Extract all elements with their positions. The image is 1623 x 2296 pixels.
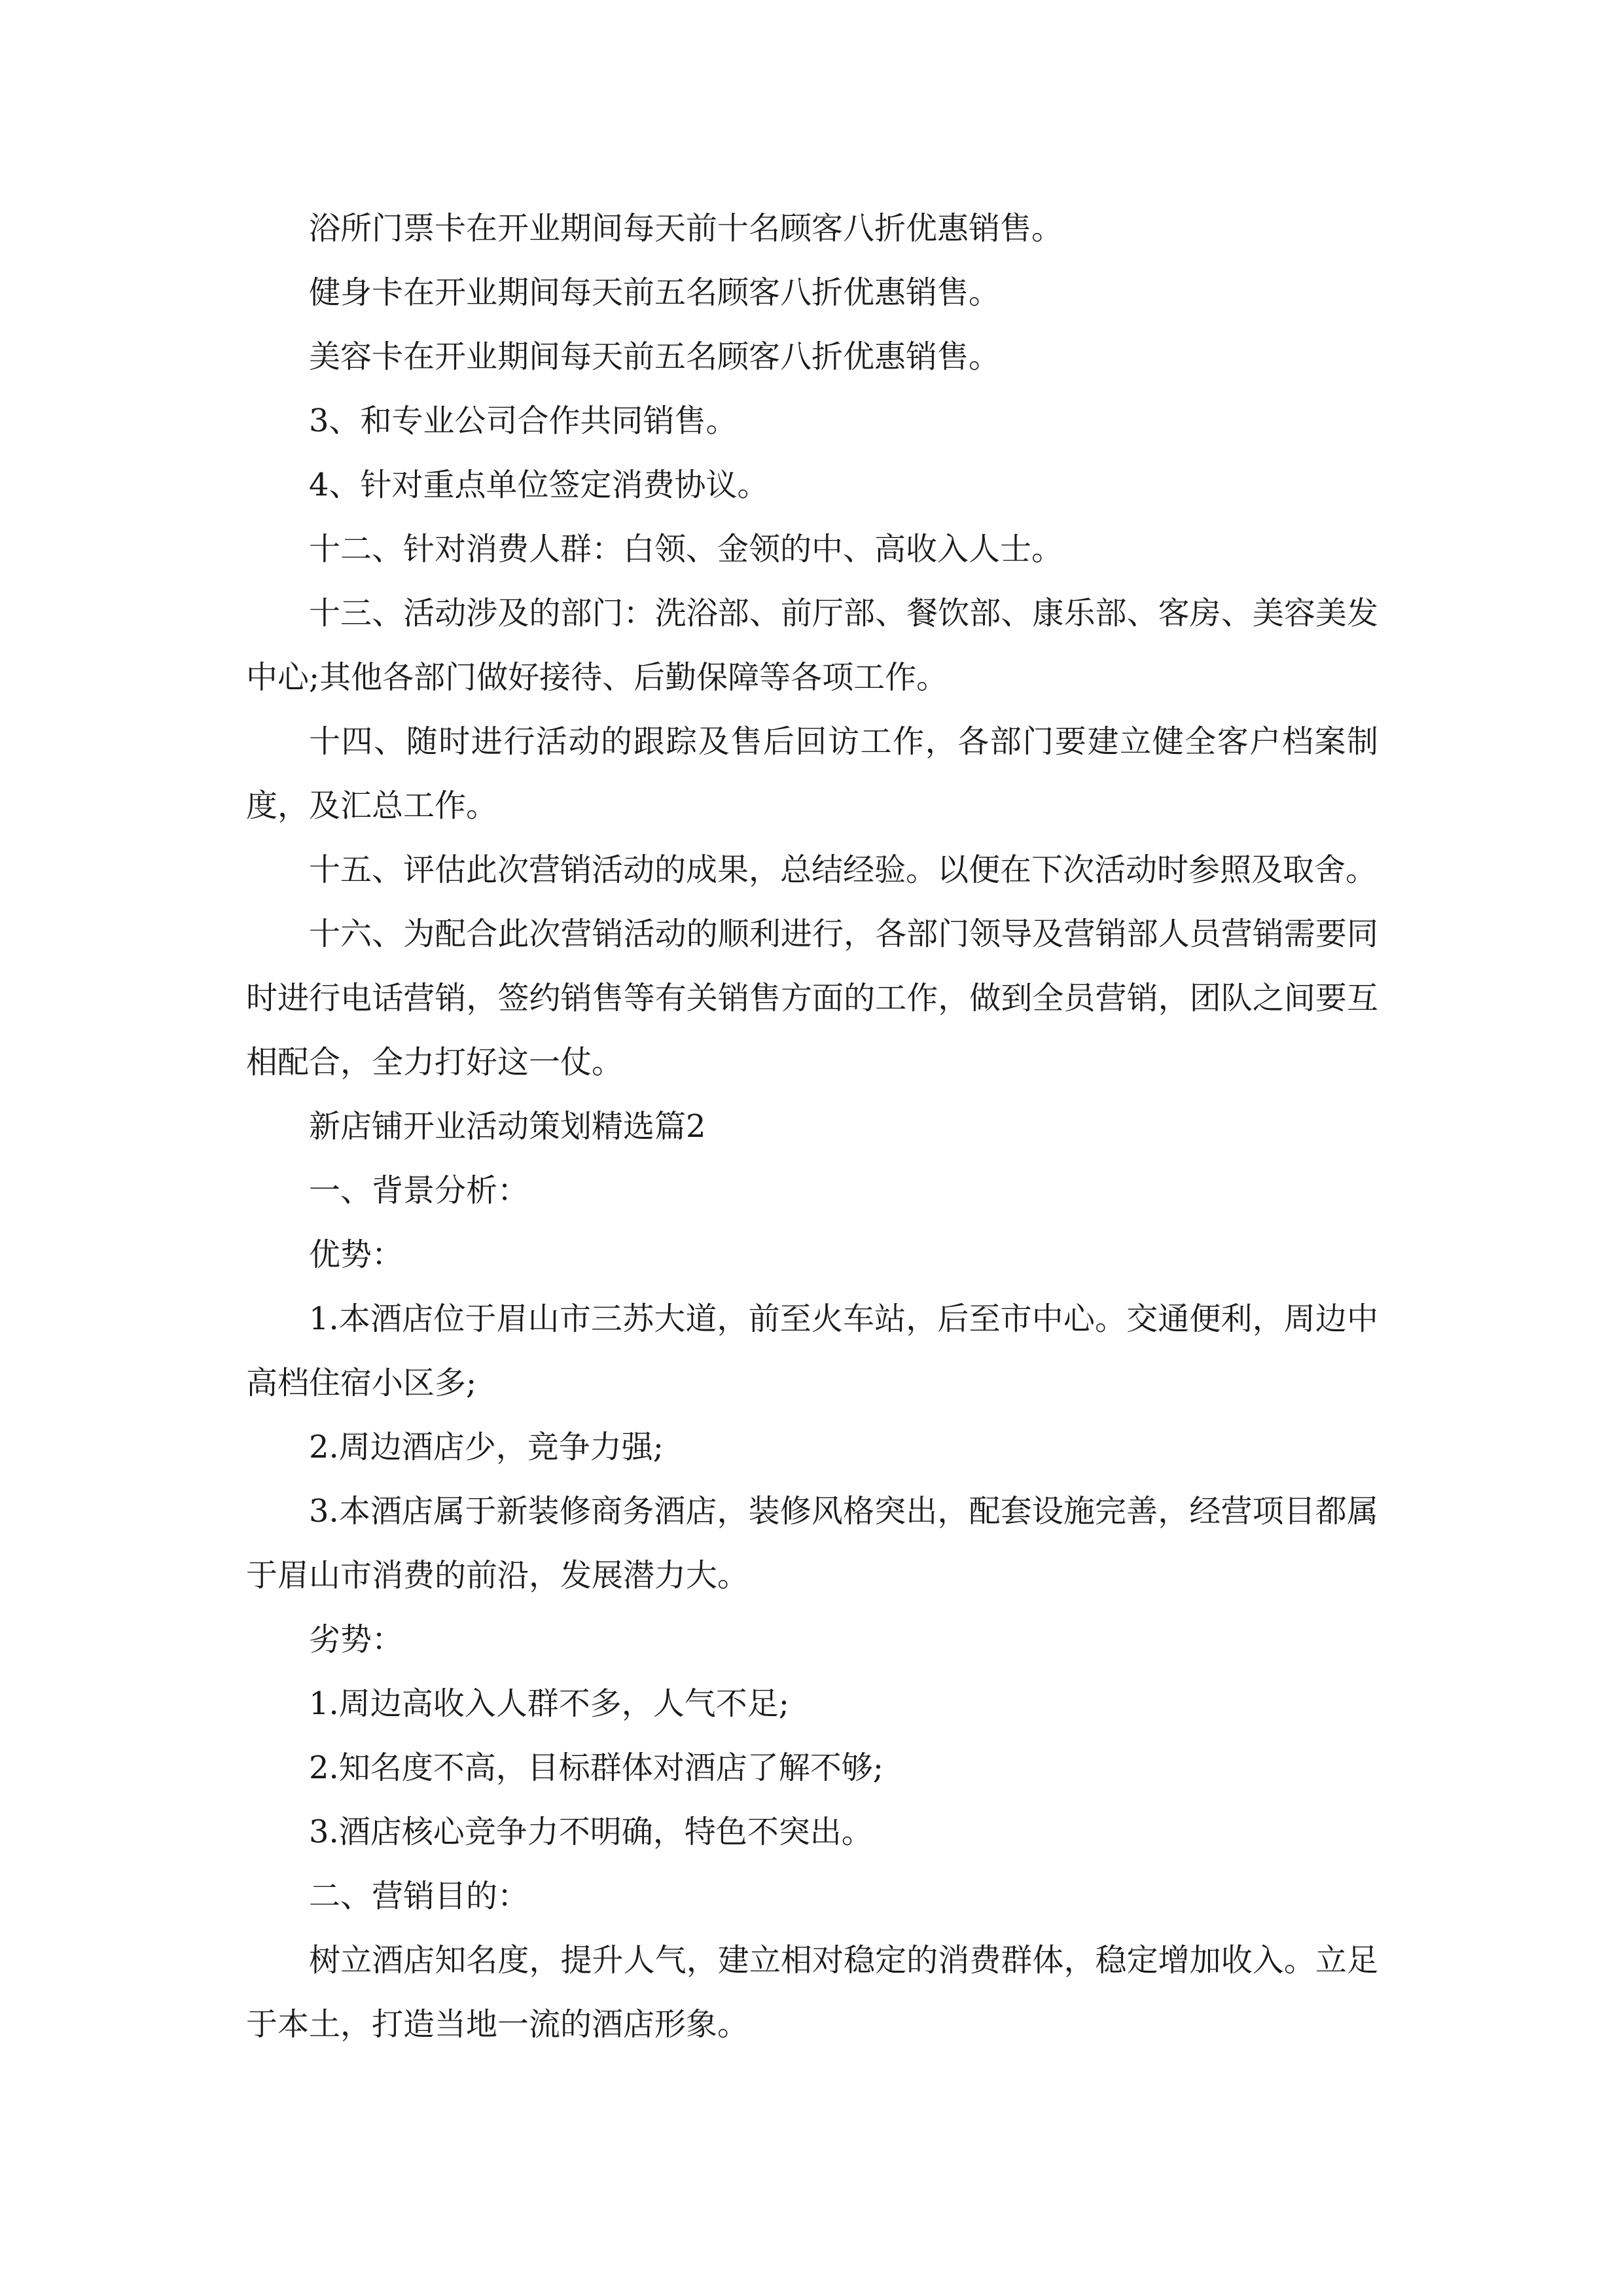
paragraph: 健身卡在开业期间每天前五名顾客八折优惠销售。 [309,274,1001,311]
paragraph: 十五、评估此次营销活动的成果，总结经验。以便在下次活动时参照及取舍。 [309,852,1378,888]
subheading: 劣势： [309,1621,404,1658]
paragraph: 十六、为配合此次营销活动的顺利进行，各部门领导及营销部人员营销需要同时进行电话营销，签约销售等有关销售方面的工作，做到全员营销，团队之间要互相配合，全力打好这一仗。 [246,916,1378,1081]
paragraph: 浴所门票卡在开业期间每天前十名顾客八折优惠销售。 [309,210,1063,247]
subheading: 二、营销目的： [309,1878,529,1914]
subheading: 优势： [309,1236,404,1273]
paragraph: 十四、随时进行活动的跟踪及售后回访工作，各部门要建立健全客户档案制度，及汇总工作。 [246,723,1378,824]
list-item: 3.酒店核心竞争力不明确，特色不突出。 [309,1814,873,1850]
list-item: 2.知名度不高，目标群体对酒店了解不够; [309,1749,883,1786]
paragraph: 美容卡在开业期间每天前五名顾客八折优惠销售。 [309,338,1001,375]
paragraph: 十二、针对消费人群：白领、金领的中、高收入人士。 [309,531,1063,567]
subheading: 一、背景分析： [309,1172,529,1209]
document-body [246,196,1378,2056]
paragraph: 十三、活动涉及的部门：洗浴部、前厅部、餐饮部、康乐部、客房、美容美发中心;其他各部门做好接待、后勤保障等各项工作。 [246,595,1378,696]
list-item: 3.本酒店属于新装修商务酒店，装修风格突出，配套设施完善，经营项目都属于眉山市消费的前沿，发展潜力大。 [246,1493,1378,1594]
list-item: 1.周边高收入人群不多，人气不足; [309,1685,789,1722]
section-heading: 新店铺开业活动策划精选篇2 [309,1108,706,1145]
paragraph: 3、和专业公司合作共同销售。 [309,403,738,439]
paragraph: 树立酒店知名度，提升人气，建立相对稳定的消费群体，稳定增加收入。立足于本土，打造当地一流的酒店形象。 [246,1942,1378,2043]
paragraph: 4、针对重点单位签定消费协议。 [309,467,769,503]
list-item: 1.本酒店位于眉山市三苏大道，前至火车站，后至市中心。交通便利，周边中高档住宿小区多; [246,1300,1378,1401]
list-item: 2.周边酒店少，竞争力强; [309,1429,664,1465]
